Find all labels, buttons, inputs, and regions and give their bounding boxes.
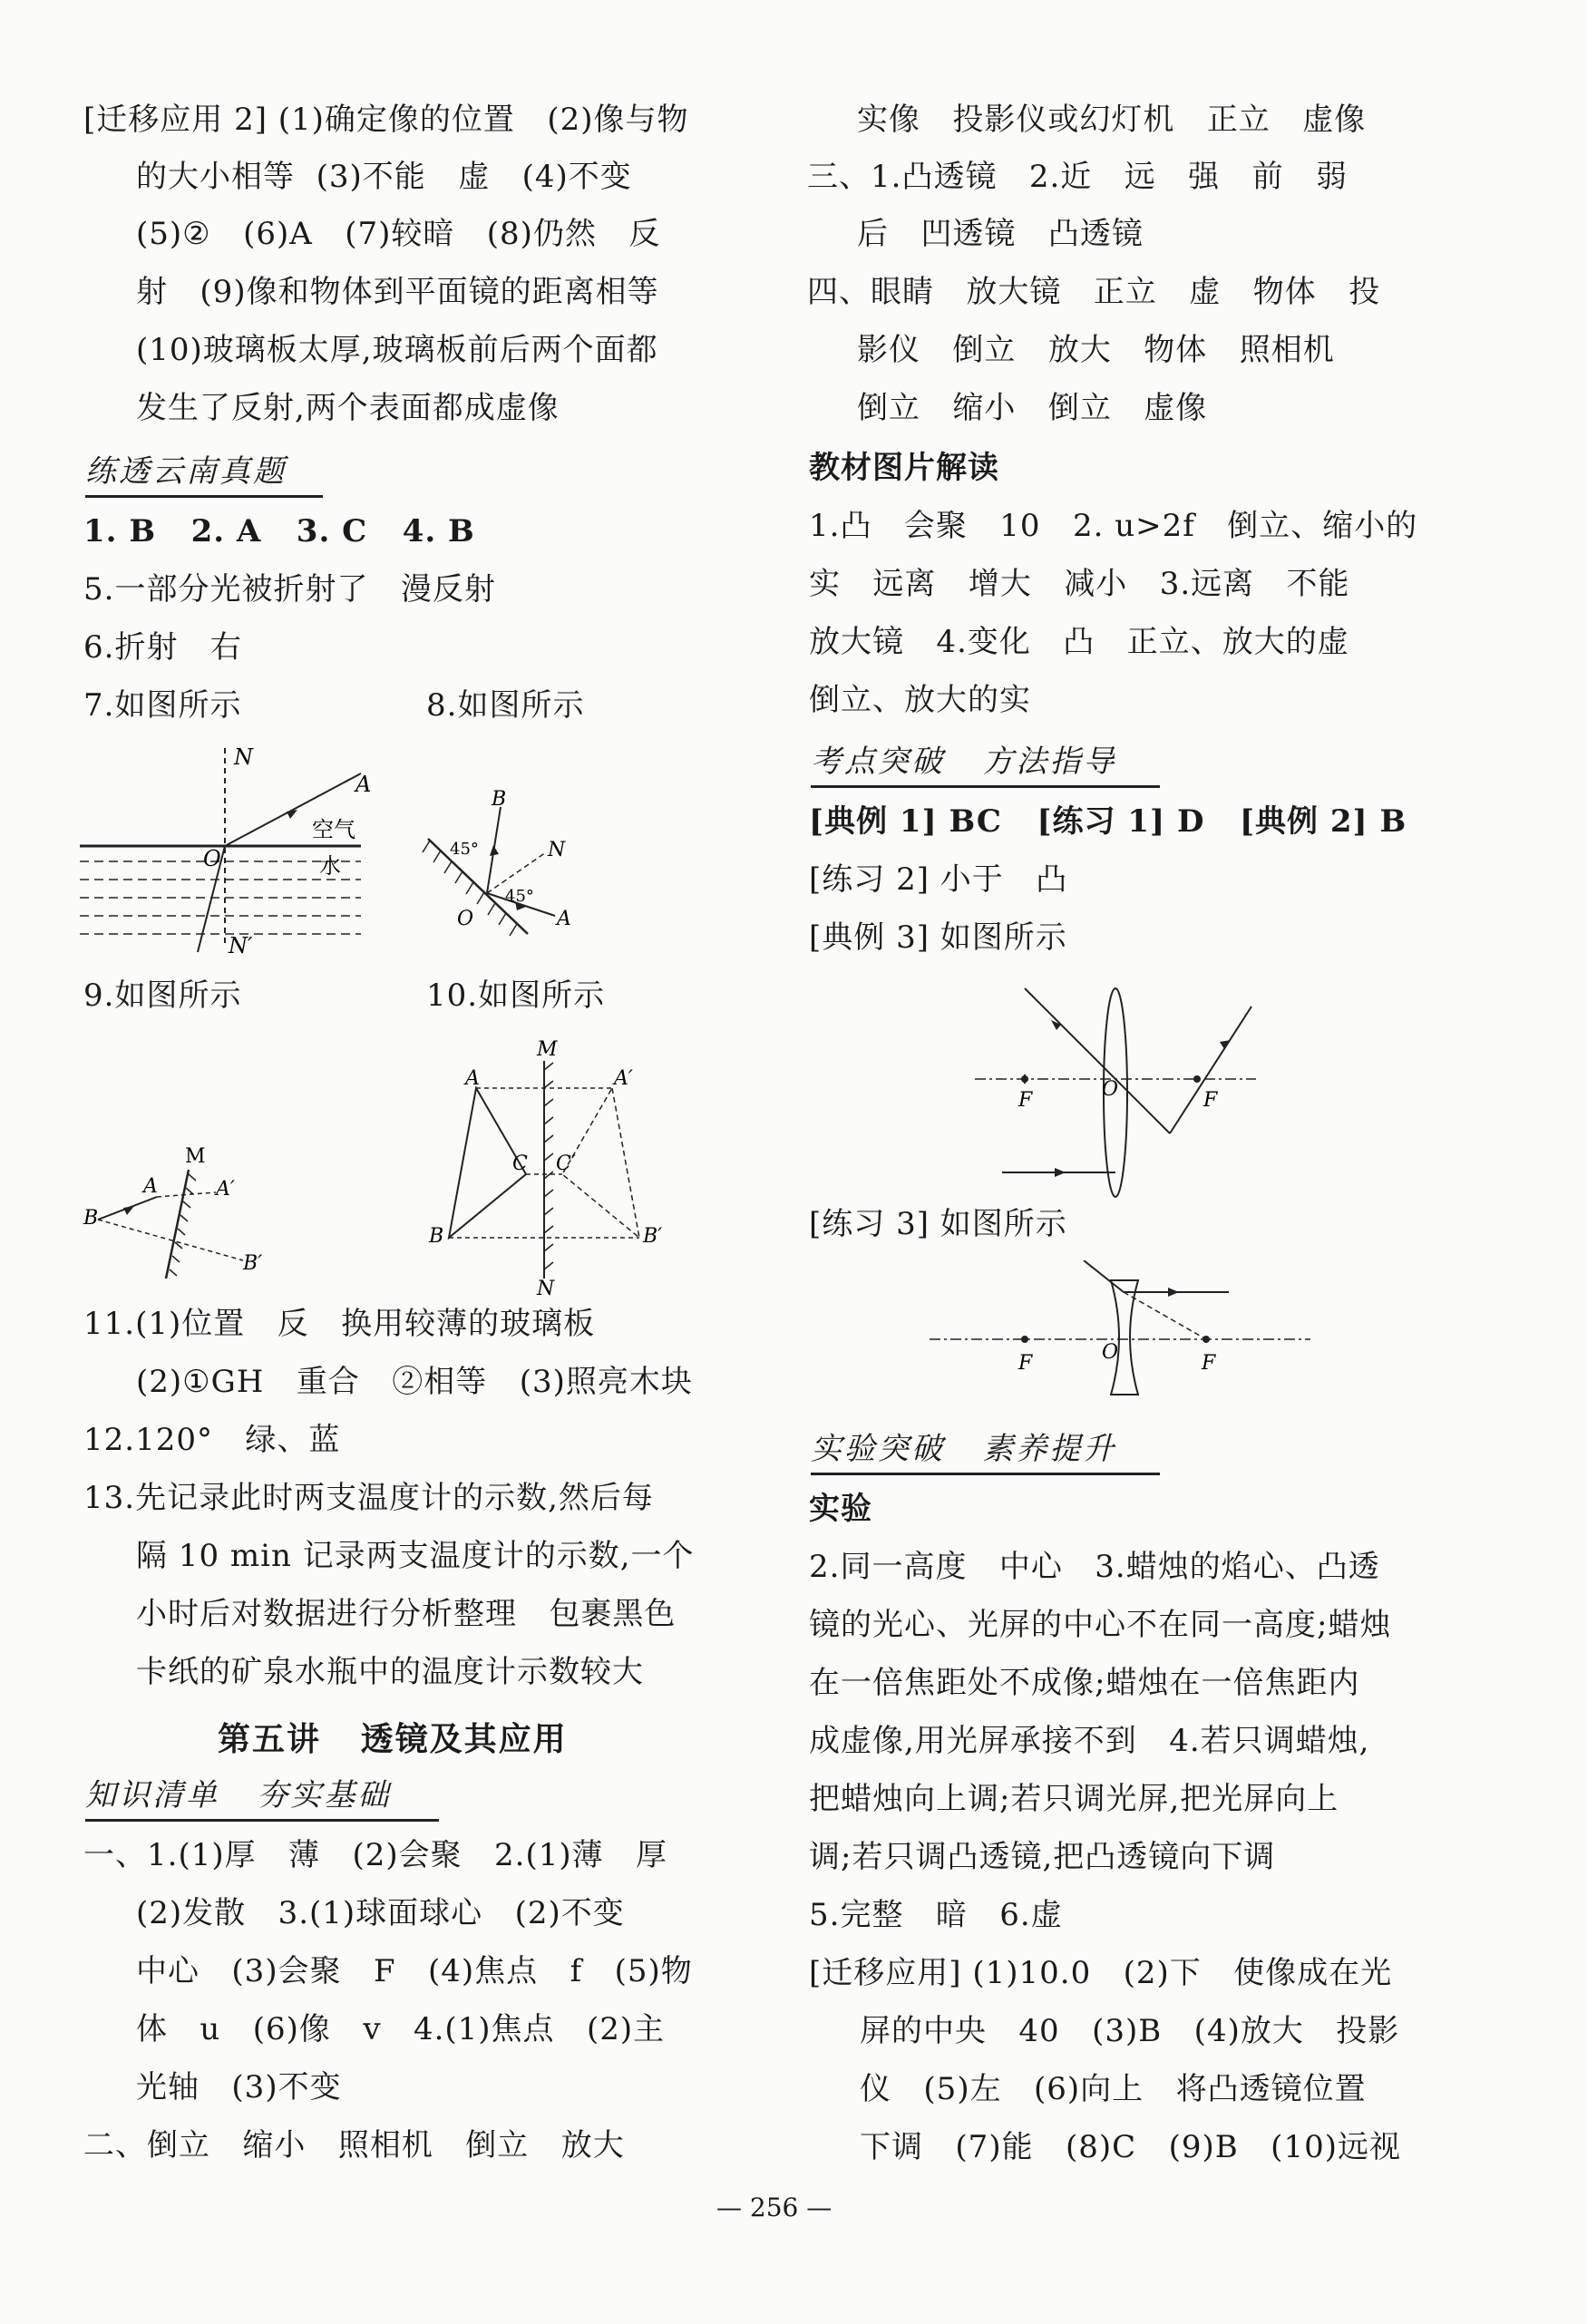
- transfer-app-line3: 仪 (5)左 (6)向上 将凸透镜位置: [860, 2071, 1367, 2107]
- knowledge-line2: (2)发散 3.(1)球面球心 (2)不变: [136, 1895, 625, 1931]
- convex-label-F-left: F: [1018, 1089, 1033, 1112]
- answer-5: 5.一部分光被折射了 漫反射: [83, 571, 496, 608]
- fig9-label-Aprime: A′: [216, 1178, 235, 1201]
- fig9-label-A: A: [143, 1175, 158, 1198]
- answer-8: 8.如图所示: [426, 687, 585, 724]
- transfer-app-2-line4: 射 (9)像和物体到平面镜的距离相等: [136, 274, 659, 310]
- experiment-line1: 2.同一高度 中心 3.蜡烛的焰心、凸透: [809, 1549, 1380, 1585]
- experiment-line2: 镜的光心、光屏的中心不在同一高度;蜡烛: [809, 1607, 1392, 1643]
- experiment-line3: 在一倍焦距处不成像;蜡烛在一倍焦距内: [809, 1665, 1360, 1701]
- section-experiment: 实验突破 素养提升: [811, 1431, 1117, 1467]
- answer-13-line3: 小时后对数据进行分析整理 包裹黑色: [136, 1596, 677, 1632]
- transfer-app-line4: 下调 (7)能 (8)C (9)B (10)远视: [860, 2129, 1401, 2165]
- figure-concave-lens: [930, 1260, 1310, 1396]
- right-line5: 影仪 倒立 放大 物体 照相机: [857, 332, 1335, 368]
- answer-13-line1: 13.先记录此时两支温度计的示数,然后每: [83, 1480, 654, 1516]
- section-underline: [85, 495, 323, 498]
- section-yunnan-exam: 练透云南真题: [85, 453, 287, 490]
- convex-label-F-right: F: [1203, 1089, 1218, 1112]
- textbook-line4: 倒立、放大的实: [809, 682, 1031, 718]
- fig10-label-Bprime: B′: [643, 1225, 663, 1248]
- fig8-label-O: O: [457, 908, 474, 930]
- transfer-app-2-line6: 发生了反射,两个表面都成虚像: [136, 390, 560, 426]
- answer-12: 12.120° 绿、蓝: [83, 1422, 341, 1458]
- textbook-line1: 1.凸 会聚 10 2. u>2f 倒立、缩小的: [809, 508, 1418, 544]
- experiment-line6: 调;若只调凸透镜,把凸透镜向下调: [809, 1839, 1276, 1875]
- example-line3: [典例 3] 如图所示: [809, 919, 1067, 956]
- fig10-label-Aprime: A′: [614, 1067, 633, 1090]
- fig10-label-A: A: [465, 1067, 480, 1090]
- fig7-label-O: O: [203, 846, 221, 871]
- knowledge-line6: 二、倒立 缩小 照相机 倒立 放大: [83, 2127, 625, 2164]
- fig9-label-M: M: [185, 1145, 206, 1168]
- answer-1-4: 1. B 2. A 3. C 4. B: [83, 513, 475, 549]
- fig7-label-air: 空气: [312, 817, 355, 842]
- experiment-line4: 成虚像,用光屏承接不到 4.若只调蜡烛,: [809, 1723, 1370, 1759]
- concave-label-O: O: [1102, 1341, 1119, 1364]
- answer-11-line2: (2)①GH 重合 ②相等 (3)照亮木块: [136, 1364, 693, 1400]
- transfer-app-2-line3: (5)② (6)A (7)较暗 (8)仍然 反: [136, 216, 661, 252]
- knowledge-line5: 光轴 (3)不变: [136, 2069, 342, 2105]
- fig10-label-B: B: [429, 1225, 444, 1248]
- transfer-app-2-line2: 的大小相等 (3)不能 虚 (4)不变: [136, 159, 632, 195]
- fig7-label-A: A: [355, 772, 372, 797]
- section-underline: [811, 785, 1160, 788]
- fig10-label-C: C: [512, 1152, 528, 1175]
- experiment-line7: 5.完整 暗 6.虚: [809, 1897, 1063, 1933]
- right-line4: 四、眼睛 放大镜 正立 虚 物体 投: [807, 274, 1381, 310]
- fig9-label-Bprime: B′: [243, 1252, 263, 1275]
- concave-label-F-left: F: [1018, 1352, 1033, 1375]
- section-underline: [811, 1473, 1160, 1475]
- experiment-line5: 把蜡烛向上调;若只调光屏,把光屏向上: [809, 1781, 1339, 1817]
- section-key-points: 考点突破 方法指导: [811, 744, 1117, 780]
- section-knowledge-list: 知识清单 夯实基础: [85, 1777, 392, 1813]
- knowledge-line4: 体 u (6)像 v 4.(1)焦点 (2)主: [136, 2011, 666, 2047]
- answer-13-line4: 卡纸的矿泉水瓶中的温度计示数较大: [136, 1654, 644, 1690]
- concave-label-F-right: F: [1202, 1352, 1216, 1375]
- knowledge-line3: 中心 (3)会聚 F (4)焦点 f (5)物: [136, 1953, 693, 1989]
- fig7-label-Nprime: N′: [229, 933, 253, 957]
- transfer-app-line2: 屏的中央 40 (3)B (4)放大 投影: [860, 2013, 1400, 2049]
- transfer-app-2-line1: [迁移应用 2] (1)确定像的位置 (2)像与物: [83, 102, 689, 138]
- answer-6: 6.折射 右: [83, 629, 242, 666]
- fig10-label-Cprime: C′: [556, 1152, 576, 1175]
- section-underline: [85, 1819, 439, 1822]
- transfer-app-line1: [迁移应用] (1)10.0 (2)下 使像成在光: [809, 1955, 1393, 1991]
- fig10-label-M: M: [537, 1038, 558, 1061]
- answer-9: 9.如图所示: [83, 977, 242, 1014]
- answer-11-line1: 11.(1)位置 反 换用较薄的玻璃板: [83, 1306, 596, 1342]
- fig8-angle-2: 45°: [505, 887, 534, 906]
- lecture-title: 第五讲 透镜及其应用: [218, 1720, 568, 1758]
- answer-10: 10.如图所示: [426, 977, 606, 1014]
- textbook-line3: 放大镜 4.变化 凸 正立、放大的虚: [809, 624, 1349, 660]
- figure-8-reflection: [419, 789, 600, 952]
- example-line1: [典例 1] BC [练习 1] D [典例 2] B: [809, 803, 1407, 840]
- fig7-label-N: N: [234, 744, 253, 770]
- right-line6: 倒立 缩小 倒立 虚像: [857, 390, 1208, 426]
- convex-label-O: O: [1102, 1078, 1119, 1101]
- knowledge-line1: 一、1.(1)厚 薄 (2)会聚 2.(1)薄 厚: [83, 1837, 668, 1873]
- textbook-line2: 实 远离 增大 减小 3.远离 不能: [809, 566, 1350, 602]
- figure-7-refraction: [80, 739, 379, 957]
- transfer-app-2-line5: (10)玻璃板太厚,玻璃板前后两个面都: [136, 332, 658, 368]
- page-number: — 256 —: [716, 2193, 832, 2222]
- answer-7: 7.如图所示: [83, 687, 242, 724]
- example-line2: [练习 2] 小于 凸: [809, 861, 1068, 898]
- heading-textbook-pictures: 教材图片解读: [809, 450, 999, 486]
- fig8-label-N: N: [548, 839, 566, 861]
- exercise-3-line: [练习 3] 如图所示: [809, 1206, 1067, 1242]
- fig8-label-B: B: [492, 789, 507, 811]
- fig9-label-B: B: [83, 1207, 99, 1230]
- right-line3: 后 凹透镜 凸透镜: [857, 216, 1144, 252]
- figure-convex-lens: [975, 984, 1265, 1211]
- answer-13-line2: 隔 10 min 记录两支温度计的示数,一个: [136, 1538, 695, 1574]
- heading-experiment: 实验: [809, 1491, 872, 1527]
- right-line1: 实像 投影仪或幻灯机 正立 虚像: [857, 102, 1367, 138]
- figure-9-plane-mirror: [80, 1133, 279, 1288]
- right-line2: 三、1.凸透镜 2.近 远 强 前 弱: [807, 159, 1348, 195]
- figure-10-mirror-image: [422, 1034, 685, 1297]
- fig8-label-A: A: [557, 908, 571, 930]
- fig7-label-water: 水: [319, 853, 341, 879]
- fig10-label-N: N: [537, 1278, 555, 1297]
- fig8-angle-1: 45°: [450, 840, 479, 859]
